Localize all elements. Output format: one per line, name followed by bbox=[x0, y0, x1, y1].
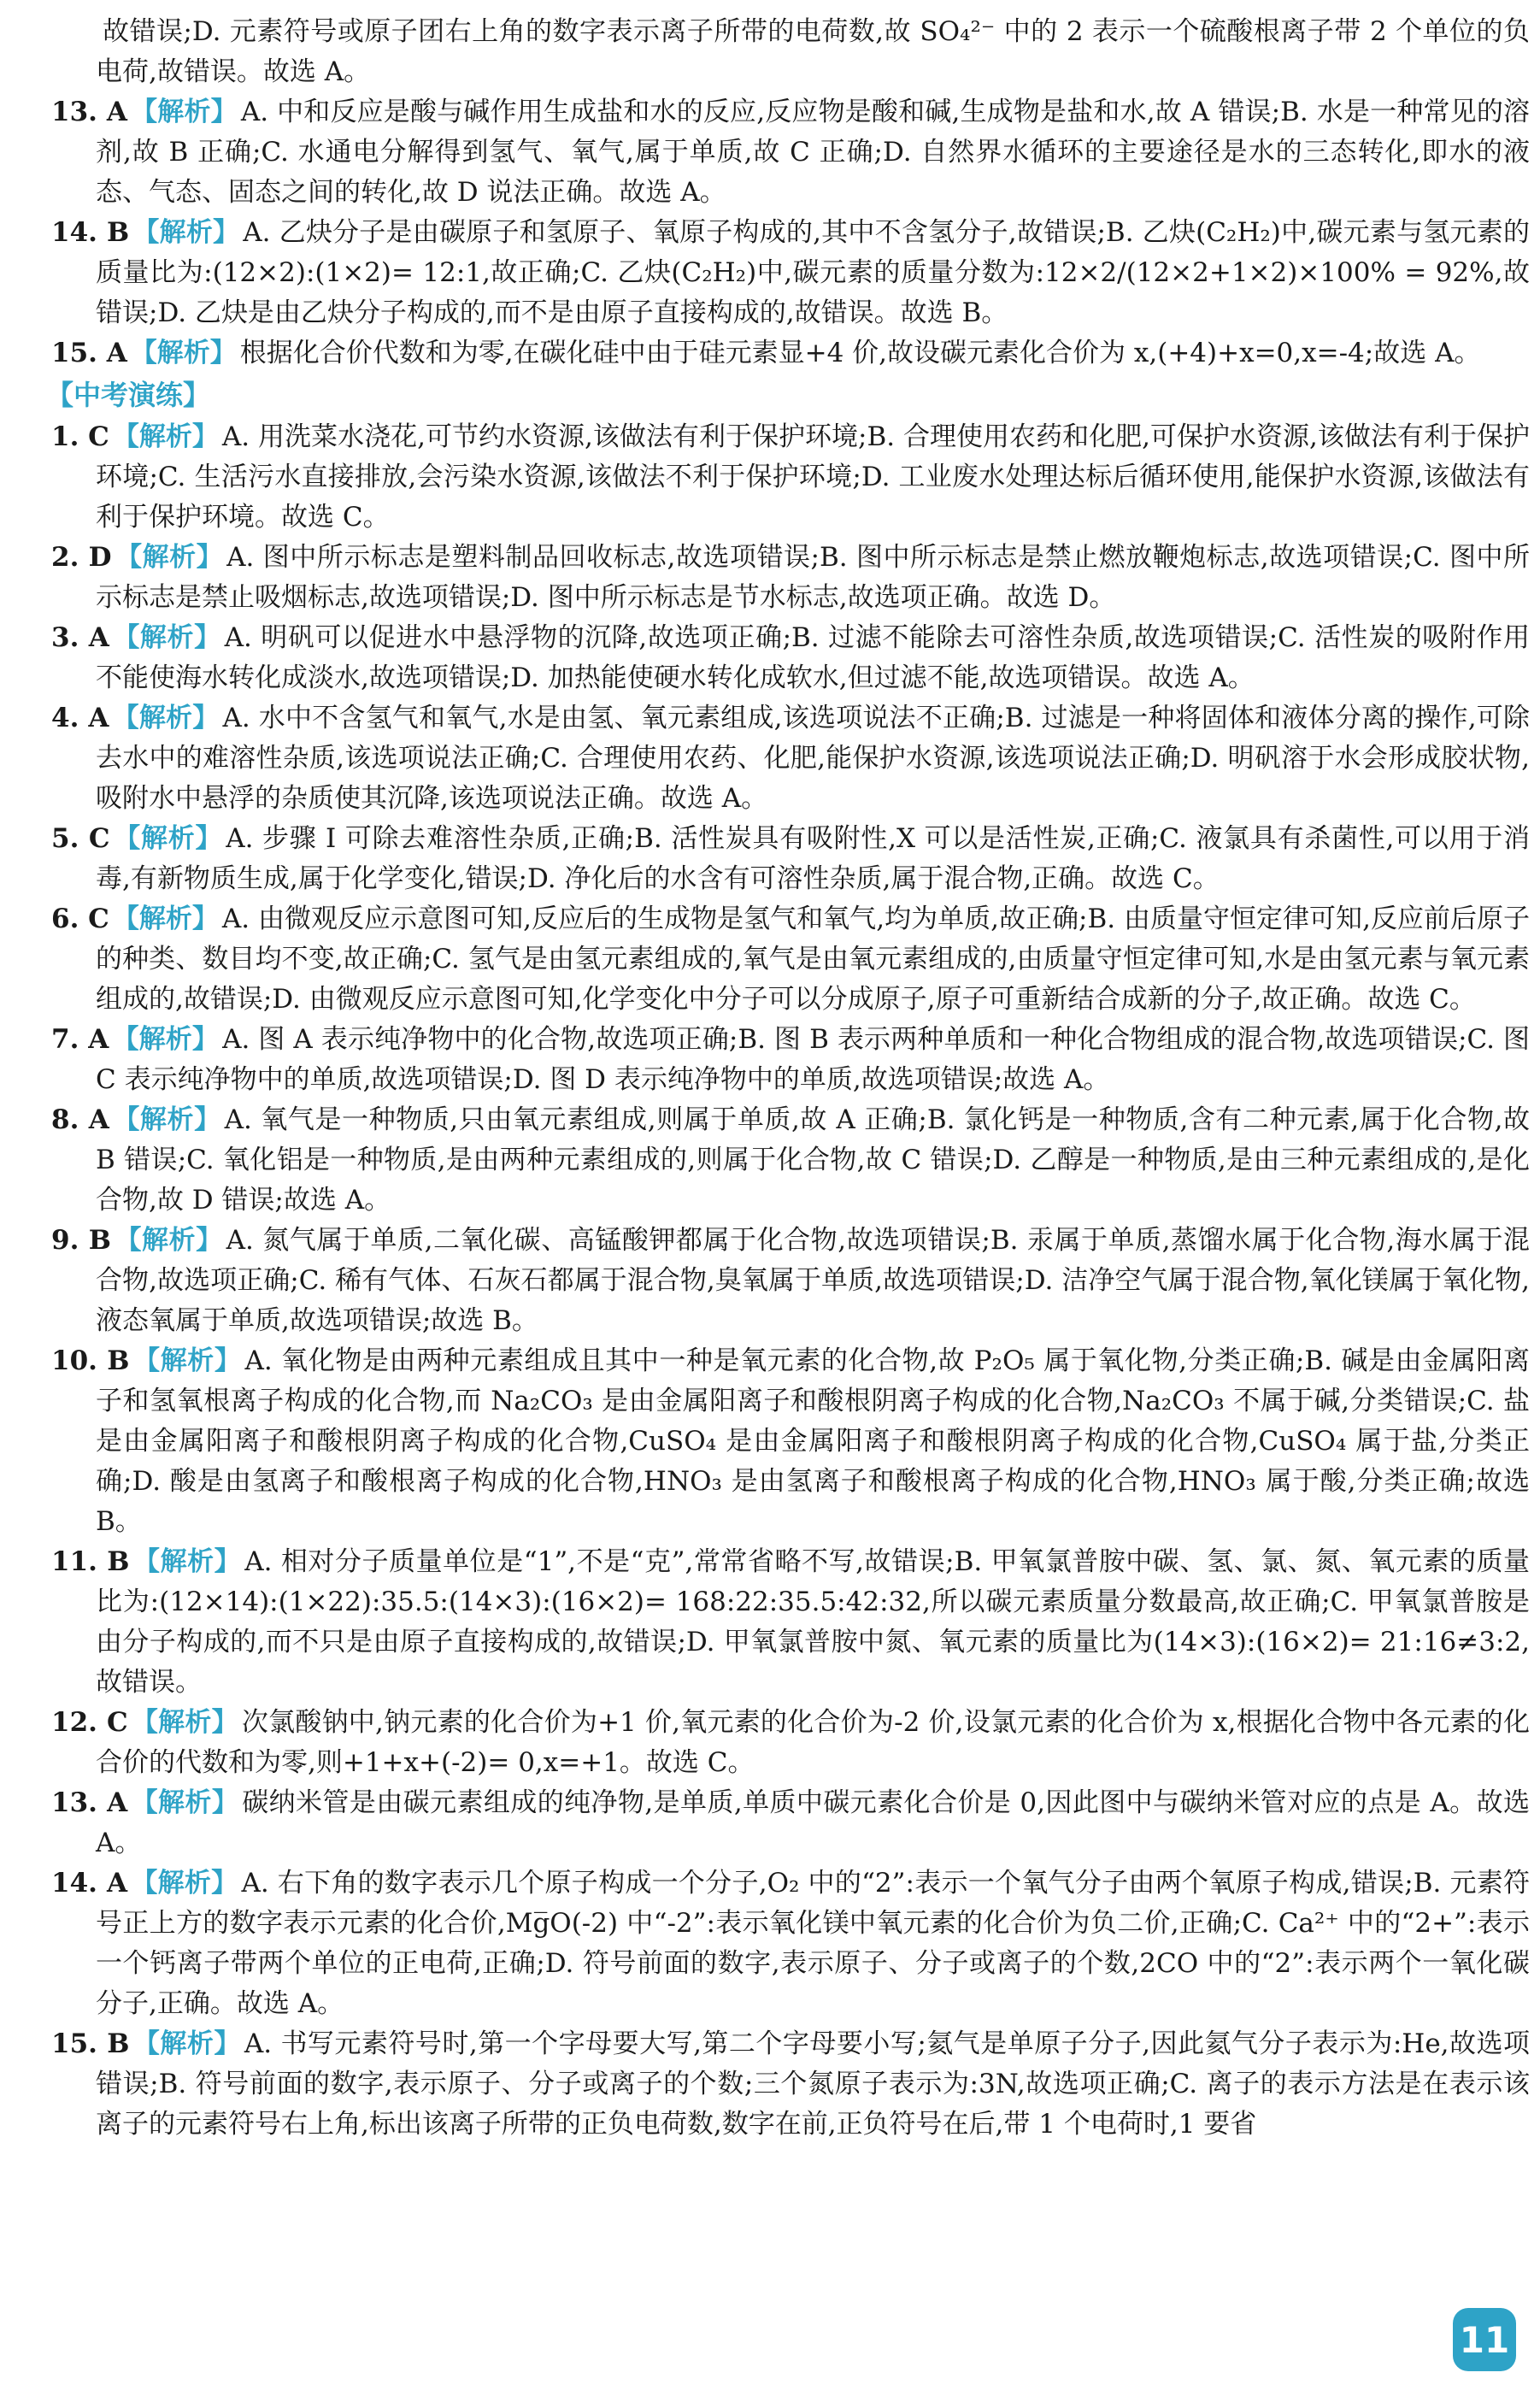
answer-entry bbox=[51, 92, 1530, 213]
answer-number: 15. A bbox=[51, 338, 127, 368]
analysis-tag: 【解析】 bbox=[113, 823, 223, 854]
answer-entry bbox=[51, 213, 1530, 333]
answer-entry bbox=[51, 1542, 1530, 1703]
answer-number: 9. B bbox=[51, 1225, 111, 1256]
answer-number: 3. A bbox=[51, 622, 109, 653]
analysis-tag: 【解析】 bbox=[131, 1868, 238, 1899]
answer-text: A. 用洗菜水浇花,可节约水资源,该做法有利于保护环境;B. 合理使用农药和化肥,可保护水资源,该做法有利于保护环境;C. 生活污水直接排放,会污染水资源,该做法不利于保护环境;D. 工业废水处理达标后循环使用,能保护水资源,该做法有利于保护环境。故选 C。 bbox=[96, 421, 1531, 533]
analysis-tag: 【解析】 bbox=[131, 1707, 238, 1738]
answer-entry bbox=[51, 1863, 1530, 2024]
answer-entry bbox=[51, 333, 1530, 374]
answer-number: 4. A bbox=[51, 703, 109, 733]
answer-number: 5. C bbox=[51, 823, 110, 854]
answer-number: 11. B bbox=[51, 1546, 130, 1577]
answer-text: 次氯酸钠中,钠元素的化合价为+1 价,氧元素的化合价为-2 价,设氯元素的化合价为 x,根据化合物中各元素的化合价的代数和为零,则+1+x+(-2)= 0,x=+1。故选 C。 bbox=[96, 1707, 1530, 1778]
answer-text: A. 右下角的数字表示几个原子构成一个分子,O₂ 中的“2”:表示一个氧气分子由两个氧原子构成,错误;B. 元素符号正上方的数字表示元素的化合价,Mg̅O(-2) 中“-2”:表示氧化镁中氧元素的化合价为负二价,正确;C. Ca²⁺ 中的“2+”:表示一个钙离子带两个单位的正电荷,正确;D. 符号前面的数字,表示原子、分子或离子的个数,2CO 中的“2”:表示两个一氧化碳分子,正确。故选 A。 bbox=[96, 1868, 1531, 2019]
analysis-tag: 【解析】 bbox=[132, 217, 240, 248]
answer-page bbox=[46, 12, 1531, 2145]
answer-text: 故错误;D. 元素符号或原子团右上角的数字表示离子所带的电荷数,故 SO₄²⁻ 中的 2 表示一个硫酸根离子带 2 个单位的负电荷,故错误。故选 A。 bbox=[96, 16, 1530, 87]
answer-number: 8. A bbox=[51, 1104, 109, 1135]
analysis-tag: 【解析】 bbox=[114, 1225, 223, 1256]
answer-entry bbox=[51, 417, 1530, 538]
answer-number: 12. C bbox=[51, 1707, 128, 1738]
answer-entry bbox=[51, 1341, 1530, 1542]
answer-entry bbox=[51, 1783, 1530, 1863]
answer-entry bbox=[51, 12, 1530, 92]
section-title: 【中考演练】 bbox=[46, 379, 211, 411]
answer-number: 13. A bbox=[51, 1787, 128, 1818]
answer-entry bbox=[51, 1020, 1530, 1100]
exam-practice-answers bbox=[51, 417, 1530, 2145]
analysis-tag: 【解析】 bbox=[112, 421, 219, 452]
previous-answers bbox=[51, 12, 1530, 374]
answer-number: 7. A bbox=[51, 1024, 109, 1055]
analysis-tag: 【解析】 bbox=[112, 1104, 221, 1135]
answer-number: 2. D bbox=[51, 542, 112, 573]
analysis-tag: 【解析】 bbox=[132, 1546, 242, 1577]
answer-number: 14. A bbox=[51, 1868, 128, 1899]
answer-text: 碳纳米管是由碳元素组成的纯净物,是单质,单质中碳元素化合价是 0,因此图中与碳纳米管对应的点是 A。故选 A。 bbox=[96, 1787, 1530, 1858]
analysis-tag: 【解析】 bbox=[132, 1345, 242, 1376]
analysis-tag: 【解析】 bbox=[112, 1024, 220, 1055]
answer-text: A. 氧化物是由两种元素组成且其中一种是氧元素的化合物,故 P₂O₅ 属于氧化物,分类正确;B. 碱是由金属阳离子和氢氧根离子构成的化合物,而 Na₂CO₃ 是由金属阳离子和酸根阴离子构成的化合物,Na₂CO₃ 不属于碱,分类错误;C. 盐是由金属阳离子和酸根阴离子构成的化合物,CuSO₄ 是由金属阳离子和酸根阴离子构成的化合物,CuSO₄ 属于盐,分类正确;D. 酸是由氢离子和酸根离子构成的化合物,HNO₃ 是由氢离子和酸根离子构成的化合物,HNO₃ 属于酸,分类正确;故选 B。 bbox=[96, 1345, 1530, 1537]
answer-text: A. 氮气属于单质,二氧化碳、高锰酸钾都属于化合物,故选项错误;B. 汞属于单质,蒸馏水属于化合物,海水属于混合物,故选项正确;C. 稀有气体、石灰石都属于混合物,臭氧属于单质,故选项错误;D. 洁净空气属于混合物,氧化镁属于氧化物,液态氧属于单质,故选项错误;故选 B。 bbox=[96, 1225, 1530, 1336]
answer-text: 根据化合价代数和为零,在碳化硅中由于硅元素显+4 价,故设碳元素化合价为 x,(+4)+x=0,x=-4;故选 A。 bbox=[239, 338, 1481, 368]
analysis-tag: 【解析】 bbox=[131, 1787, 239, 1818]
answer-text: A. 步骤 I 可除去难溶性杂质,正确;B. 活性炭具有吸附性,X 可以是活性炭,正确;C. 液氯具有杀菌性,可以用于消毒,有新物质生成,属于化学变化,错误;D. 净化后的水含有可溶性杂质,属于混合物,正确。故选 C。 bbox=[96, 823, 1531, 894]
answer-entry bbox=[51, 2024, 1530, 2145]
answer-text: A. 乙炔分子是由碳原子和氢原子、氧原子构成的,其中不含氢分子,故错误;B. 乙炔(C₂H₂)中,碳元素与氢元素的质量比为:(12×2):(1×2)= 12:1,故正确;C. 乙炔(C₂H₂)中,碳元素的质量分数为:12×2/(12×2+1×2)×100% = 92%,故错误;D. 乙炔是由乙炔分子构成的,而不是由原子直接构成的,故错误。故选 B。 bbox=[96, 217, 1530, 328]
answer-number: 10. B bbox=[51, 1345, 130, 1376]
answer-number: 6. C bbox=[51, 904, 109, 934]
answer-entry bbox=[51, 1100, 1530, 1221]
answer-entry bbox=[51, 698, 1530, 819]
answer-text: A. 图 A 表示纯净物中的化合物,故选项正确;B. 图 B 表示两种单质和一种化合物组成的混合物,故选项错误;C. 图 C 表示纯净物中的单质,故选项错误;D. 图 D 表示纯净物中的单质,故选项错误;故选 A。 bbox=[96, 1024, 1530, 1095]
answer-text: A. 由微观反应示意图可知,反应后的生成物是氢气和氧气,均为单质,故正确;B. 由质量守恒定律可知,反应前后原子的种类、数目均不变,故正确;C. 氢气是由氢元素组成的,氧气是由氧元素组成的,由质量守恒定律可知,水是由氢元素与氧元素组成的,故错误;D. 由微观反应示意图可知,化学变化中分子可以分成原子,原子可重新结合成新的分子,故正确。故选 C。 bbox=[96, 904, 1531, 1015]
answer-number: 14. B bbox=[51, 217, 130, 248]
analysis-tag: 【解析】 bbox=[112, 904, 219, 934]
answer-text: A. 书写元素符号时,第一个字母要大写,第二个字母要小写;氦气是单原子分子,因此氦气分子表示为:He,故选项错误;B. 符号前面的数字,表示原子、分子或离子的个数;三个氮原子表示为:3N,故选项正确;C. 离子的表示方法是在表示该离子的元素符号右上角,标出该离子所带的正负电荷数,数字在前,正负符号在后,带 1 个电荷时,1 要省 bbox=[96, 2028, 1530, 2140]
analysis-tag: 【解析】 bbox=[112, 622, 221, 653]
answer-text: A. 相对分子质量单位是“1”,不是“克”,常常省略不写,故错误;B. 甲氧氯普胺中碳、氢、氯、氮、氧元素的质量比为:(12×14):(1×22):35.5:(14×3):(16×2)= 168:22:35.5:42:32,所以碳元素质量分数最高,故正确;C. 甲氧氯普胺是由分子构成的,而不只是由原子直接构成的,故错误;D. 甲氧氯普胺中氮、氧元素的质量比为(14×3):(16×2)= 21:16≠3:2,故错误。 bbox=[96, 1546, 1531, 1698]
answer-entry bbox=[51, 1221, 1530, 1341]
answer-entry bbox=[51, 618, 1530, 698]
answer-entry bbox=[51, 899, 1530, 1020]
analysis-tag: 【解析】 bbox=[130, 338, 237, 368]
analysis-tag: 【解析】 bbox=[130, 97, 238, 127]
answer-text: A. 氧气是一种物质,只由氧元素组成,则属于单质,故 A 正确;B. 氯化钙是一种物质,含有二种元素,属于化合物,故 B 错误;C. 氧化铝是一种物质,是由两种元素组成的,则属于化合物,故 C 错误;D. 乙醇是一种物质,是由三种元素组成的,是化合物,故 D 错误;故选 A。 bbox=[96, 1104, 1530, 1216]
answer-entry bbox=[51, 538, 1530, 618]
answer-number: 1. C bbox=[51, 421, 109, 452]
answer-text: A. 明矾可以促进水中悬浮物的沉降,故选项正确;B. 过滤不能除去可溶性杂质,故选项错误;C. 活性炭的吸附作用不能使海水转化成淡水,故选项错误;D. 加热能使硬水转化成软水,但过滤不能,故选项错误。故选 A。 bbox=[96, 622, 1530, 693]
answer-text: A. 图中所示标志是塑料制品回收标志,故选项错误;B. 图中所示标志是禁止燃放鞭炮标志,故选项错误;C. 图中所示标志是禁止吸烟标志,故选项错误;D. 图中所示标志是节水标志,故选项正确。故选 D。 bbox=[96, 542, 1530, 613]
answer-text: A. 水中不含氢气和氧气,水是由氢、氧元素组成,该选项说法不正确;B. 过滤是一种将固体和液体分离的操作,可除去水中的难溶性杂质,该选项说法正确;C. 合理使用农药、化肥,能保护水资源,该选项说法正确;D. 明矾溶于水会形成胶状物,吸附水中悬浮的杂质使其沉降,该选项说法正确。故选 A。 bbox=[96, 703, 1531, 814]
answer-text: A. 中和反应是酸与碱作用生成盐和水的反应,反应物是酸和碱,生成物是盐和水,故 A 错误;B. 水是一种常见的溶剂,故 B 正确;C. 水通电分解得到氢气、氧气,属于单质,故 C 正确;D. 自然界水循环的主要途径是水的三态转化,即水的液态、气态、固态之间的转化,故 D 说法正确。故选 A。 bbox=[96, 97, 1531, 208]
page-number: 11 bbox=[1453, 2308, 1516, 2371]
analysis-tag: 【解析】 bbox=[112, 703, 220, 733]
answer-entry bbox=[51, 1703, 1530, 1783]
answer-number: 13. A bbox=[51, 97, 127, 127]
answer-number: 15. B bbox=[51, 2028, 130, 2059]
analysis-tag: 【解析】 bbox=[132, 2028, 241, 2059]
analysis-tag: 【解析】 bbox=[115, 542, 224, 573]
answer-entry bbox=[51, 819, 1530, 899]
